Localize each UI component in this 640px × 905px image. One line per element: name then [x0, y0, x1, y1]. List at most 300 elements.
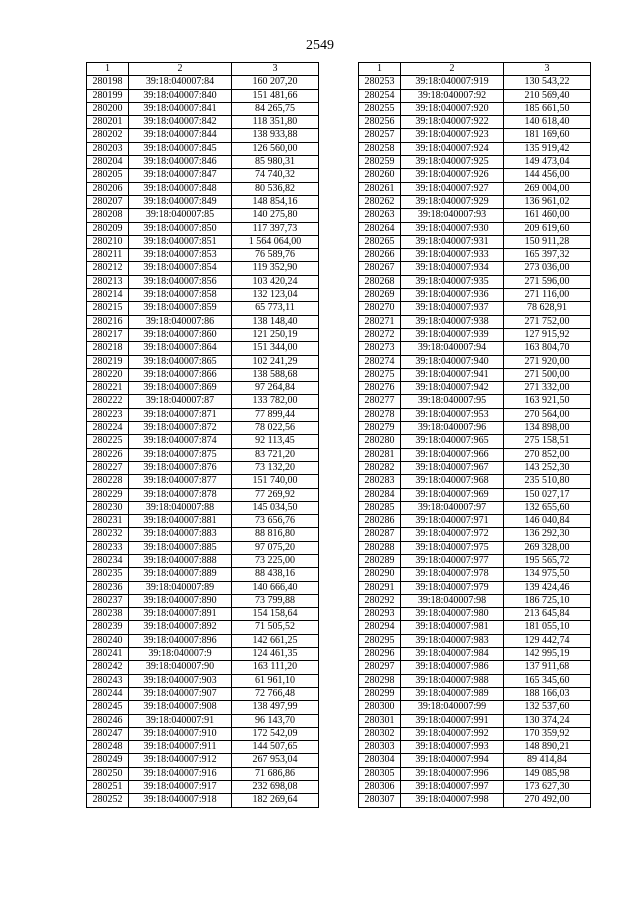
row-number-cell: 280290	[359, 568, 401, 581]
value-cell: 140 275,80	[232, 209, 319, 222]
cadastral-number-cell: 39:18:040007:840	[129, 89, 232, 102]
cadastral-number-cell: 39:18:040007:85	[129, 209, 232, 222]
row-number-cell: 280199	[87, 89, 129, 102]
value-cell: 145 034,50	[232, 501, 319, 514]
value-cell: 270 564,00	[504, 408, 591, 421]
row-number-cell: 280255	[359, 102, 401, 115]
value-cell: 160 207,20	[232, 76, 319, 89]
row-number-cell: 280265	[359, 235, 401, 248]
table-row	[87, 156, 319, 169]
cadastral-number-cell: 39:18:040007:846	[129, 156, 232, 169]
row-number-cell: 280278	[359, 408, 401, 421]
table-row	[359, 475, 591, 488]
value-cell: 134 898,00	[504, 422, 591, 435]
table-row	[87, 342, 319, 355]
row-number-cell: 280274	[359, 355, 401, 368]
cadastral-number-cell: 39:18:040007:935	[401, 275, 504, 288]
cadastral-number-cell: 39:18:040007:978	[401, 568, 504, 581]
table-row	[359, 195, 591, 208]
table-row	[359, 289, 591, 302]
value-cell: 97 264,84	[232, 382, 319, 395]
table-row	[359, 368, 591, 381]
value-cell: 271 920,00	[504, 355, 591, 368]
table-row	[359, 781, 591, 794]
cadastral-number-cell: 39:18:040007:916	[129, 767, 232, 780]
table-row	[87, 435, 319, 448]
row-number-cell: 280220	[87, 368, 129, 381]
cadastral-number-cell: 39:18:040007:878	[129, 488, 232, 501]
cadastral-number-cell: 39:18:040007:997	[401, 781, 504, 794]
row-number-cell: 280273	[359, 342, 401, 355]
table-row	[359, 116, 591, 129]
row-number-cell: 280277	[359, 395, 401, 408]
row-number-cell: 280244	[87, 687, 129, 700]
value-cell: 232 698,08	[232, 781, 319, 794]
cadastral-number-cell: 39:18:040007:911	[129, 741, 232, 754]
cadastral-number-cell: 39:18:040007:931	[401, 235, 504, 248]
cadastral-number-cell: 39:18:040007:858	[129, 289, 232, 302]
row-number-cell: 280299	[359, 687, 401, 700]
cadastral-number-cell: 39:18:040007:93	[401, 209, 504, 222]
value-cell: 163 921,50	[504, 395, 591, 408]
row-number-cell: 280202	[87, 129, 129, 142]
table-row	[359, 568, 591, 581]
value-cell: 138 497,99	[232, 701, 319, 714]
value-cell: 173 627,30	[504, 781, 591, 794]
cadastral-number-cell: 39:18:040007:917	[129, 781, 232, 794]
cadastral-number-cell: 39:18:040007:927	[401, 182, 504, 195]
row-number-cell: 280260	[359, 169, 401, 182]
row-number-cell: 280269	[359, 289, 401, 302]
value-cell: 213 645,84	[504, 608, 591, 621]
row-number-cell: 280227	[87, 461, 129, 474]
table-row	[359, 767, 591, 780]
table-row	[87, 475, 319, 488]
value-cell: 165 345,60	[504, 674, 591, 687]
value-cell: 78 022,56	[232, 422, 319, 435]
value-cell: 92 113,45	[232, 435, 319, 448]
row-number-cell: 280242	[87, 661, 129, 674]
table-row	[87, 701, 319, 714]
cadastral-number-cell: 39:18:040007:874	[129, 435, 232, 448]
table-row	[359, 275, 591, 288]
row-number-cell: 280248	[87, 741, 129, 754]
table-row	[359, 169, 591, 182]
value-cell: 142 661,25	[232, 634, 319, 647]
value-cell: 132 123,04	[232, 289, 319, 302]
table-header-row	[87, 63, 319, 76]
cadastral-number-cell: 39:18:040007:966	[401, 448, 504, 461]
cadastral-number-cell: 39:18:040007:975	[401, 541, 504, 554]
cadastral-number-cell: 39:18:040007:922	[401, 116, 504, 129]
value-cell: 154 158,64	[232, 608, 319, 621]
value-cell: 119 352,90	[232, 262, 319, 275]
table-row	[359, 382, 591, 395]
value-cell: 73 132,20	[232, 461, 319, 474]
table-row	[87, 422, 319, 435]
table-row	[87, 116, 319, 129]
table-row	[87, 674, 319, 687]
cadastral-number-cell: 39:18:040007:883	[129, 528, 232, 541]
table-row	[87, 169, 319, 182]
row-number-cell: 280208	[87, 209, 129, 222]
table-row	[87, 328, 319, 341]
row-number-cell: 280232	[87, 528, 129, 541]
table-row	[359, 515, 591, 528]
value-cell: 209 619,60	[504, 222, 591, 235]
value-cell: 130 543,22	[504, 76, 591, 89]
table-row	[87, 382, 319, 395]
value-cell: 182 269,64	[232, 794, 319, 807]
row-number-cell: 280216	[87, 315, 129, 328]
value-cell: 165 397,32	[504, 249, 591, 262]
table-row	[87, 195, 319, 208]
row-number-cell: 280235	[87, 568, 129, 581]
value-cell: 161 460,00	[504, 209, 591, 222]
cadastral-number-cell: 39:18:040007:972	[401, 528, 504, 541]
table-row	[359, 528, 591, 541]
value-cell: 151 344,00	[232, 342, 319, 355]
cadastral-number-cell: 39:18:040007:989	[401, 687, 504, 700]
value-cell: 88 816,80	[232, 528, 319, 541]
value-cell: 126 560,00	[232, 142, 319, 155]
table-row	[359, 687, 591, 700]
cadastral-number-cell: 39:18:040007:91	[129, 714, 232, 727]
cadastral-number-cell: 39:18:040007:842	[129, 116, 232, 129]
value-cell: 140 618,40	[504, 116, 591, 129]
table-row	[87, 515, 319, 528]
row-number-cell: 280219	[87, 355, 129, 368]
row-number-cell: 280301	[359, 714, 401, 727]
row-number-cell: 280237	[87, 594, 129, 607]
table-row	[87, 262, 319, 275]
value-cell: 271 500,00	[504, 368, 591, 381]
row-number-cell: 280251	[87, 781, 129, 794]
row-number-cell: 280205	[87, 169, 129, 182]
table-row	[87, 608, 319, 621]
row-number-cell: 280295	[359, 634, 401, 647]
table-row	[87, 102, 319, 115]
cadastral-number-cell: 39:18:040007:856	[129, 275, 232, 288]
table-row	[359, 754, 591, 767]
cadastral-number-cell: 39:18:040007:87	[129, 395, 232, 408]
value-cell: 148 854,16	[232, 195, 319, 208]
cadastral-number-cell: 39:18:040007:881	[129, 515, 232, 528]
row-number-cell: 280293	[359, 608, 401, 621]
row-number-cell: 280296	[359, 648, 401, 661]
table-row	[359, 741, 591, 754]
cadastral-number-cell: 39:18:040007:896	[129, 634, 232, 647]
cadastral-number-cell: 39:18:040007:934	[401, 262, 504, 275]
cadastral-table-left	[86, 62, 319, 808]
value-cell: 269 004,00	[504, 182, 591, 195]
cadastral-number-cell: 39:18:040007:892	[129, 621, 232, 634]
cadastral-number-cell: 39:18:040007:864	[129, 342, 232, 355]
cadastral-number-cell: 39:18:040007:930	[401, 222, 504, 235]
value-cell: 85 980,31	[232, 156, 319, 169]
row-number-cell: 280280	[359, 435, 401, 448]
value-cell: 80 536,82	[232, 182, 319, 195]
value-cell: 76 589,76	[232, 249, 319, 262]
value-cell: 137 911,68	[504, 661, 591, 674]
cadastral-number-cell: 39:18:040007:865	[129, 355, 232, 368]
row-number-cell: 280303	[359, 741, 401, 754]
cadastral-number-cell: 39:18:040007:853	[129, 249, 232, 262]
cadastral-number-cell: 39:18:040007:993	[401, 741, 504, 754]
row-number-cell: 280282	[359, 461, 401, 474]
table-row	[87, 661, 319, 674]
table-row	[359, 581, 591, 594]
value-cell: 139 424,46	[504, 581, 591, 594]
cadastral-number-cell: 39:18:040007:924	[401, 142, 504, 155]
value-cell: 103 420,24	[232, 275, 319, 288]
column-header-3: 3	[504, 63, 591, 76]
table-row	[359, 461, 591, 474]
cadastral-number-cell: 39:18:040007:929	[401, 195, 504, 208]
row-number-cell: 280224	[87, 422, 129, 435]
row-number-cell: 280267	[359, 262, 401, 275]
table-row	[359, 249, 591, 262]
table-row	[359, 156, 591, 169]
table-row	[359, 76, 591, 89]
row-number-cell: 280262	[359, 195, 401, 208]
column-header-2: 2	[129, 63, 232, 76]
cadastral-number-cell: 39:18:040007:937	[401, 302, 504, 315]
table-row	[87, 687, 319, 700]
table-row	[87, 129, 319, 142]
value-cell: 271 752,00	[504, 315, 591, 328]
row-number-cell: 280257	[359, 129, 401, 142]
row-number-cell: 280245	[87, 701, 129, 714]
table-row	[359, 488, 591, 501]
value-cell: 61 961,10	[232, 674, 319, 687]
value-cell: 89 414,84	[504, 754, 591, 767]
row-number-cell: 280243	[87, 674, 129, 687]
cadastral-number-cell: 39:18:040007:90	[129, 661, 232, 674]
value-cell: 73 656,76	[232, 515, 319, 528]
cadastral-number-cell: 39:18:040007:979	[401, 581, 504, 594]
row-number-cell: 280289	[359, 554, 401, 567]
cadastral-number-cell: 39:18:040007:95	[401, 395, 504, 408]
row-number-cell: 280211	[87, 249, 129, 262]
page-number: 2549	[306, 38, 334, 53]
cadastral-number-cell: 39:18:040007:988	[401, 674, 504, 687]
row-number-cell: 280198	[87, 76, 129, 89]
row-number-cell: 280292	[359, 594, 401, 607]
value-cell: 267 953,04	[232, 754, 319, 767]
cadastral-number-cell: 39:18:040007:854	[129, 262, 232, 275]
cadastral-number-cell: 39:18:040007:844	[129, 129, 232, 142]
value-cell: 148 890,21	[504, 741, 591, 754]
value-cell: 140 666,40	[232, 581, 319, 594]
value-cell: 88 438,16	[232, 568, 319, 581]
value-cell: 142 995,19	[504, 648, 591, 661]
table-row	[87, 594, 319, 607]
row-number-cell: 280300	[359, 701, 401, 714]
value-cell: 144 456,00	[504, 169, 591, 182]
cadastral-number-cell: 39:18:040007:845	[129, 142, 232, 155]
table-row	[359, 661, 591, 674]
row-number-cell: 280230	[87, 501, 129, 514]
cadastral-number-cell: 39:18:040007:991	[401, 714, 504, 727]
table-row	[87, 741, 319, 754]
cadastral-number-cell: 39:18:040007:984	[401, 648, 504, 661]
row-number-cell: 280231	[87, 515, 129, 528]
value-cell: 118 351,80	[232, 116, 319, 129]
row-number-cell: 280201	[87, 116, 129, 129]
value-cell: 138 933,88	[232, 129, 319, 142]
cadastral-number-cell: 39:18:040007:980	[401, 608, 504, 621]
cadastral-number-cell: 39:18:040007:912	[129, 754, 232, 767]
cadastral-number-cell: 39:18:040007:850	[129, 222, 232, 235]
row-number-cell: 280223	[87, 408, 129, 421]
value-cell: 97 075,20	[232, 541, 319, 554]
table-row	[359, 302, 591, 315]
row-number-cell: 280263	[359, 209, 401, 222]
cadastral-number-cell: 39:18:040007:841	[129, 102, 232, 115]
table-row	[87, 488, 319, 501]
table-row	[87, 182, 319, 195]
value-cell: 151 481,66	[232, 89, 319, 102]
table-row	[359, 182, 591, 195]
table-row	[359, 235, 591, 248]
row-number-cell: 280297	[359, 661, 401, 674]
table-row	[87, 395, 319, 408]
value-cell: 235 510,80	[504, 475, 591, 488]
cadastral-number-cell: 39:18:040007:969	[401, 488, 504, 501]
row-number-cell: 280287	[359, 528, 401, 541]
row-number-cell: 280261	[359, 182, 401, 195]
value-cell: 132 537,60	[504, 701, 591, 714]
value-cell: 195 565,72	[504, 554, 591, 567]
row-number-cell: 280247	[87, 727, 129, 740]
value-cell: 144 507,65	[232, 741, 319, 754]
row-number-cell: 280249	[87, 754, 129, 767]
row-number-cell: 280217	[87, 328, 129, 341]
table-row	[87, 767, 319, 780]
value-cell: 149 085,98	[504, 767, 591, 780]
table-row	[87, 528, 319, 541]
cadastral-number-cell: 39:18:040007:967	[401, 461, 504, 474]
row-number-cell: 280279	[359, 422, 401, 435]
row-number-cell: 280264	[359, 222, 401, 235]
value-cell: 275 158,51	[504, 435, 591, 448]
table-row	[87, 408, 319, 421]
column-header-3: 3	[232, 63, 319, 76]
row-number-cell: 280225	[87, 435, 129, 448]
cadastral-number-cell: 39:18:040007:94	[401, 342, 504, 355]
table-row	[359, 315, 591, 328]
table-row	[359, 342, 591, 355]
table-row	[87, 142, 319, 155]
value-cell: 271 596,00	[504, 275, 591, 288]
value-cell: 163 804,70	[504, 342, 591, 355]
cadastral-number-cell: 39:18:040007:89	[129, 581, 232, 594]
cadastral-number-cell: 39:18:040007:968	[401, 475, 504, 488]
row-number-cell: 280238	[87, 608, 129, 621]
value-cell: 77 269,92	[232, 488, 319, 501]
table-row	[359, 209, 591, 222]
table-row	[87, 448, 319, 461]
cadastral-number-cell: 39:18:040007:983	[401, 634, 504, 647]
row-number-cell: 280291	[359, 581, 401, 594]
table-row	[87, 235, 319, 248]
table-row	[87, 501, 319, 514]
row-number-cell: 280270	[359, 302, 401, 315]
table-row	[359, 262, 591, 275]
table-row	[87, 249, 319, 262]
table-row	[359, 102, 591, 115]
row-number-cell: 280206	[87, 182, 129, 195]
cadastral-number-cell: 39:18:040007:88	[129, 501, 232, 514]
table-row	[359, 422, 591, 435]
cadastral-number-cell: 39:18:040007:875	[129, 448, 232, 461]
value-cell: 127 915,92	[504, 328, 591, 341]
value-cell: 135 919,42	[504, 142, 591, 155]
row-number-cell: 280250	[87, 767, 129, 780]
row-number-cell: 280284	[359, 488, 401, 501]
cadastral-number-cell: 39:18:040007:994	[401, 754, 504, 767]
cadastral-number-cell: 39:18:040007:925	[401, 156, 504, 169]
table-row	[87, 568, 319, 581]
table-row	[87, 89, 319, 102]
table-row	[87, 581, 319, 594]
row-number-cell: 280302	[359, 727, 401, 740]
table-row	[87, 315, 319, 328]
row-number-cell: 280218	[87, 342, 129, 355]
table-row	[87, 754, 319, 767]
table-row	[359, 355, 591, 368]
table-row	[359, 448, 591, 461]
cadastral-number-cell: 39:18:040007:965	[401, 435, 504, 448]
value-cell: 138 148,40	[232, 315, 319, 328]
cadastral-number-cell: 39:18:040007:860	[129, 328, 232, 341]
row-number-cell: 280271	[359, 315, 401, 328]
row-number-cell: 280209	[87, 222, 129, 235]
value-cell: 129 442,74	[504, 634, 591, 647]
cadastral-number-cell: 39:18:040007:920	[401, 102, 504, 115]
table-row	[359, 501, 591, 514]
value-cell: 138 588,68	[232, 368, 319, 381]
value-cell: 73 225,00	[232, 554, 319, 567]
table-row	[87, 727, 319, 740]
row-number-cell: 280254	[359, 89, 401, 102]
value-cell: 130 374,24	[504, 714, 591, 727]
value-cell: 124 461,35	[232, 648, 319, 661]
table-row	[87, 275, 319, 288]
table-row	[87, 461, 319, 474]
table-row	[87, 621, 319, 634]
row-number-cell: 280246	[87, 714, 129, 727]
column-header-2: 2	[401, 63, 504, 76]
row-number-cell: 280276	[359, 382, 401, 395]
table-row	[87, 368, 319, 381]
row-number-cell: 280268	[359, 275, 401, 288]
cadastral-number-cell: 39:18:040007:869	[129, 382, 232, 395]
table-row	[87, 634, 319, 647]
table-row	[359, 328, 591, 341]
value-cell: 273 036,00	[504, 262, 591, 275]
row-number-cell: 280288	[359, 541, 401, 554]
cadastral-number-cell: 39:18:040007:903	[129, 674, 232, 687]
cadastral-number-cell: 39:18:040007:938	[401, 315, 504, 328]
row-number-cell: 280298	[359, 674, 401, 687]
cadastral-number-cell: 39:18:040007:96	[401, 422, 504, 435]
value-cell: 65 773,11	[232, 302, 319, 315]
table-row	[359, 408, 591, 421]
row-number-cell: 280281	[359, 448, 401, 461]
table-row	[359, 435, 591, 448]
